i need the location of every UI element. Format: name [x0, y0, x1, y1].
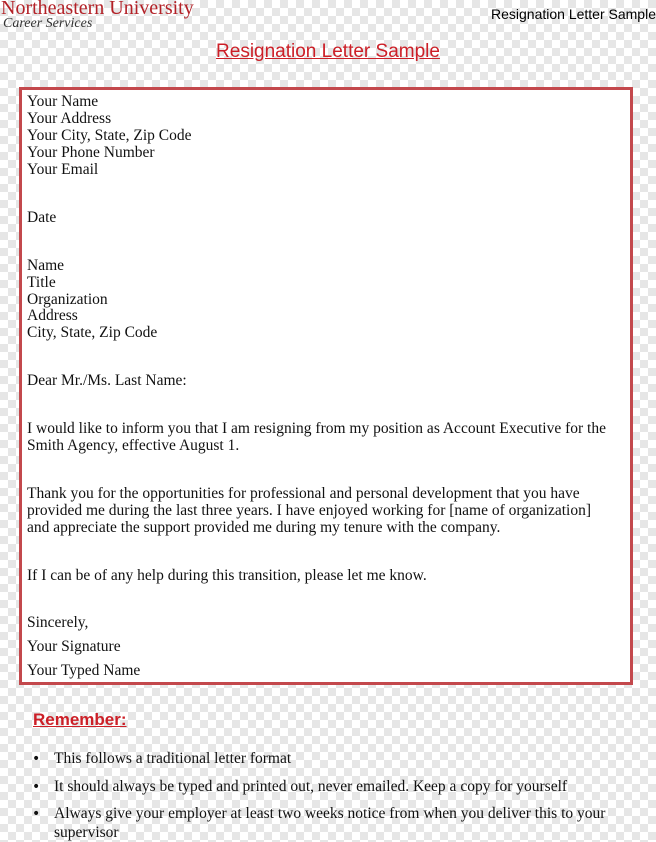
paragraph1-line2: Smith Agency, effective August 1. — [27, 437, 240, 454]
sender-phone: Your Phone Number — [27, 144, 155, 161]
recipient-address: Address — [27, 307, 78, 324]
remember-item: Always give your employer at least two weeks notice from when you deliver this to your supervisor — [54, 805, 606, 841]
sender-email: Your Email — [27, 161, 99, 178]
paragraph3: If I can be of any help during this transition, please let me know. — [27, 567, 427, 584]
bullet-icon: • — [32, 751, 41, 767]
paragraph2-line3: and appreciate the support provided me during my tenure with the company. — [27, 519, 501, 536]
paragraph1-line1: I would like to inform you that I am resigning from my position as Account Executive for the — [27, 420, 606, 437]
letter-date: Date — [27, 209, 57, 226]
remember-item: This follows a traditional letter format — [54, 750, 292, 767]
sender-city-state-zip: Your City, State, Zip Code — [27, 127, 192, 144]
paragraph2-line1: Thank you for the opportunities for professional and personal development that you have — [27, 485, 580, 502]
signature: Your Signature — [27, 638, 121, 655]
remember-item: It should always be typed and printed out, never emailed. Keep a copy for yourself — [54, 778, 568, 795]
bullet-icon: • — [32, 806, 41, 822]
recipient-title: Title — [27, 274, 56, 291]
university-logo-name: Northeastern University — [1, 0, 194, 19]
paragraph2-line2: provided me during the last three years. I have enjoyed working for [name of organization] — [27, 502, 591, 519]
header-document-label: Resignation Letter Sample — [491, 6, 656, 22]
closing: Sincerely, — [27, 614, 89, 631]
university-logo-subtitle: Career Services — [3, 16, 93, 31]
recipient-city-state-zip: City, State, Zip Code — [27, 324, 158, 341]
remember-heading: Remember: — [33, 710, 127, 729]
recipient-name: Name — [27, 257, 65, 274]
page-title: Resignation Letter Sample — [216, 41, 440, 62]
sender-address: Your Address — [27, 110, 112, 127]
recipient-organization: Organization — [27, 291, 108, 308]
typed-name: Your Typed Name — [27, 662, 141, 679]
bullet-icon: • — [32, 779, 41, 795]
sender-name: Your Name — [27, 93, 99, 110]
salutation: Dear Mr./Ms. Last Name: — [27, 372, 187, 389]
